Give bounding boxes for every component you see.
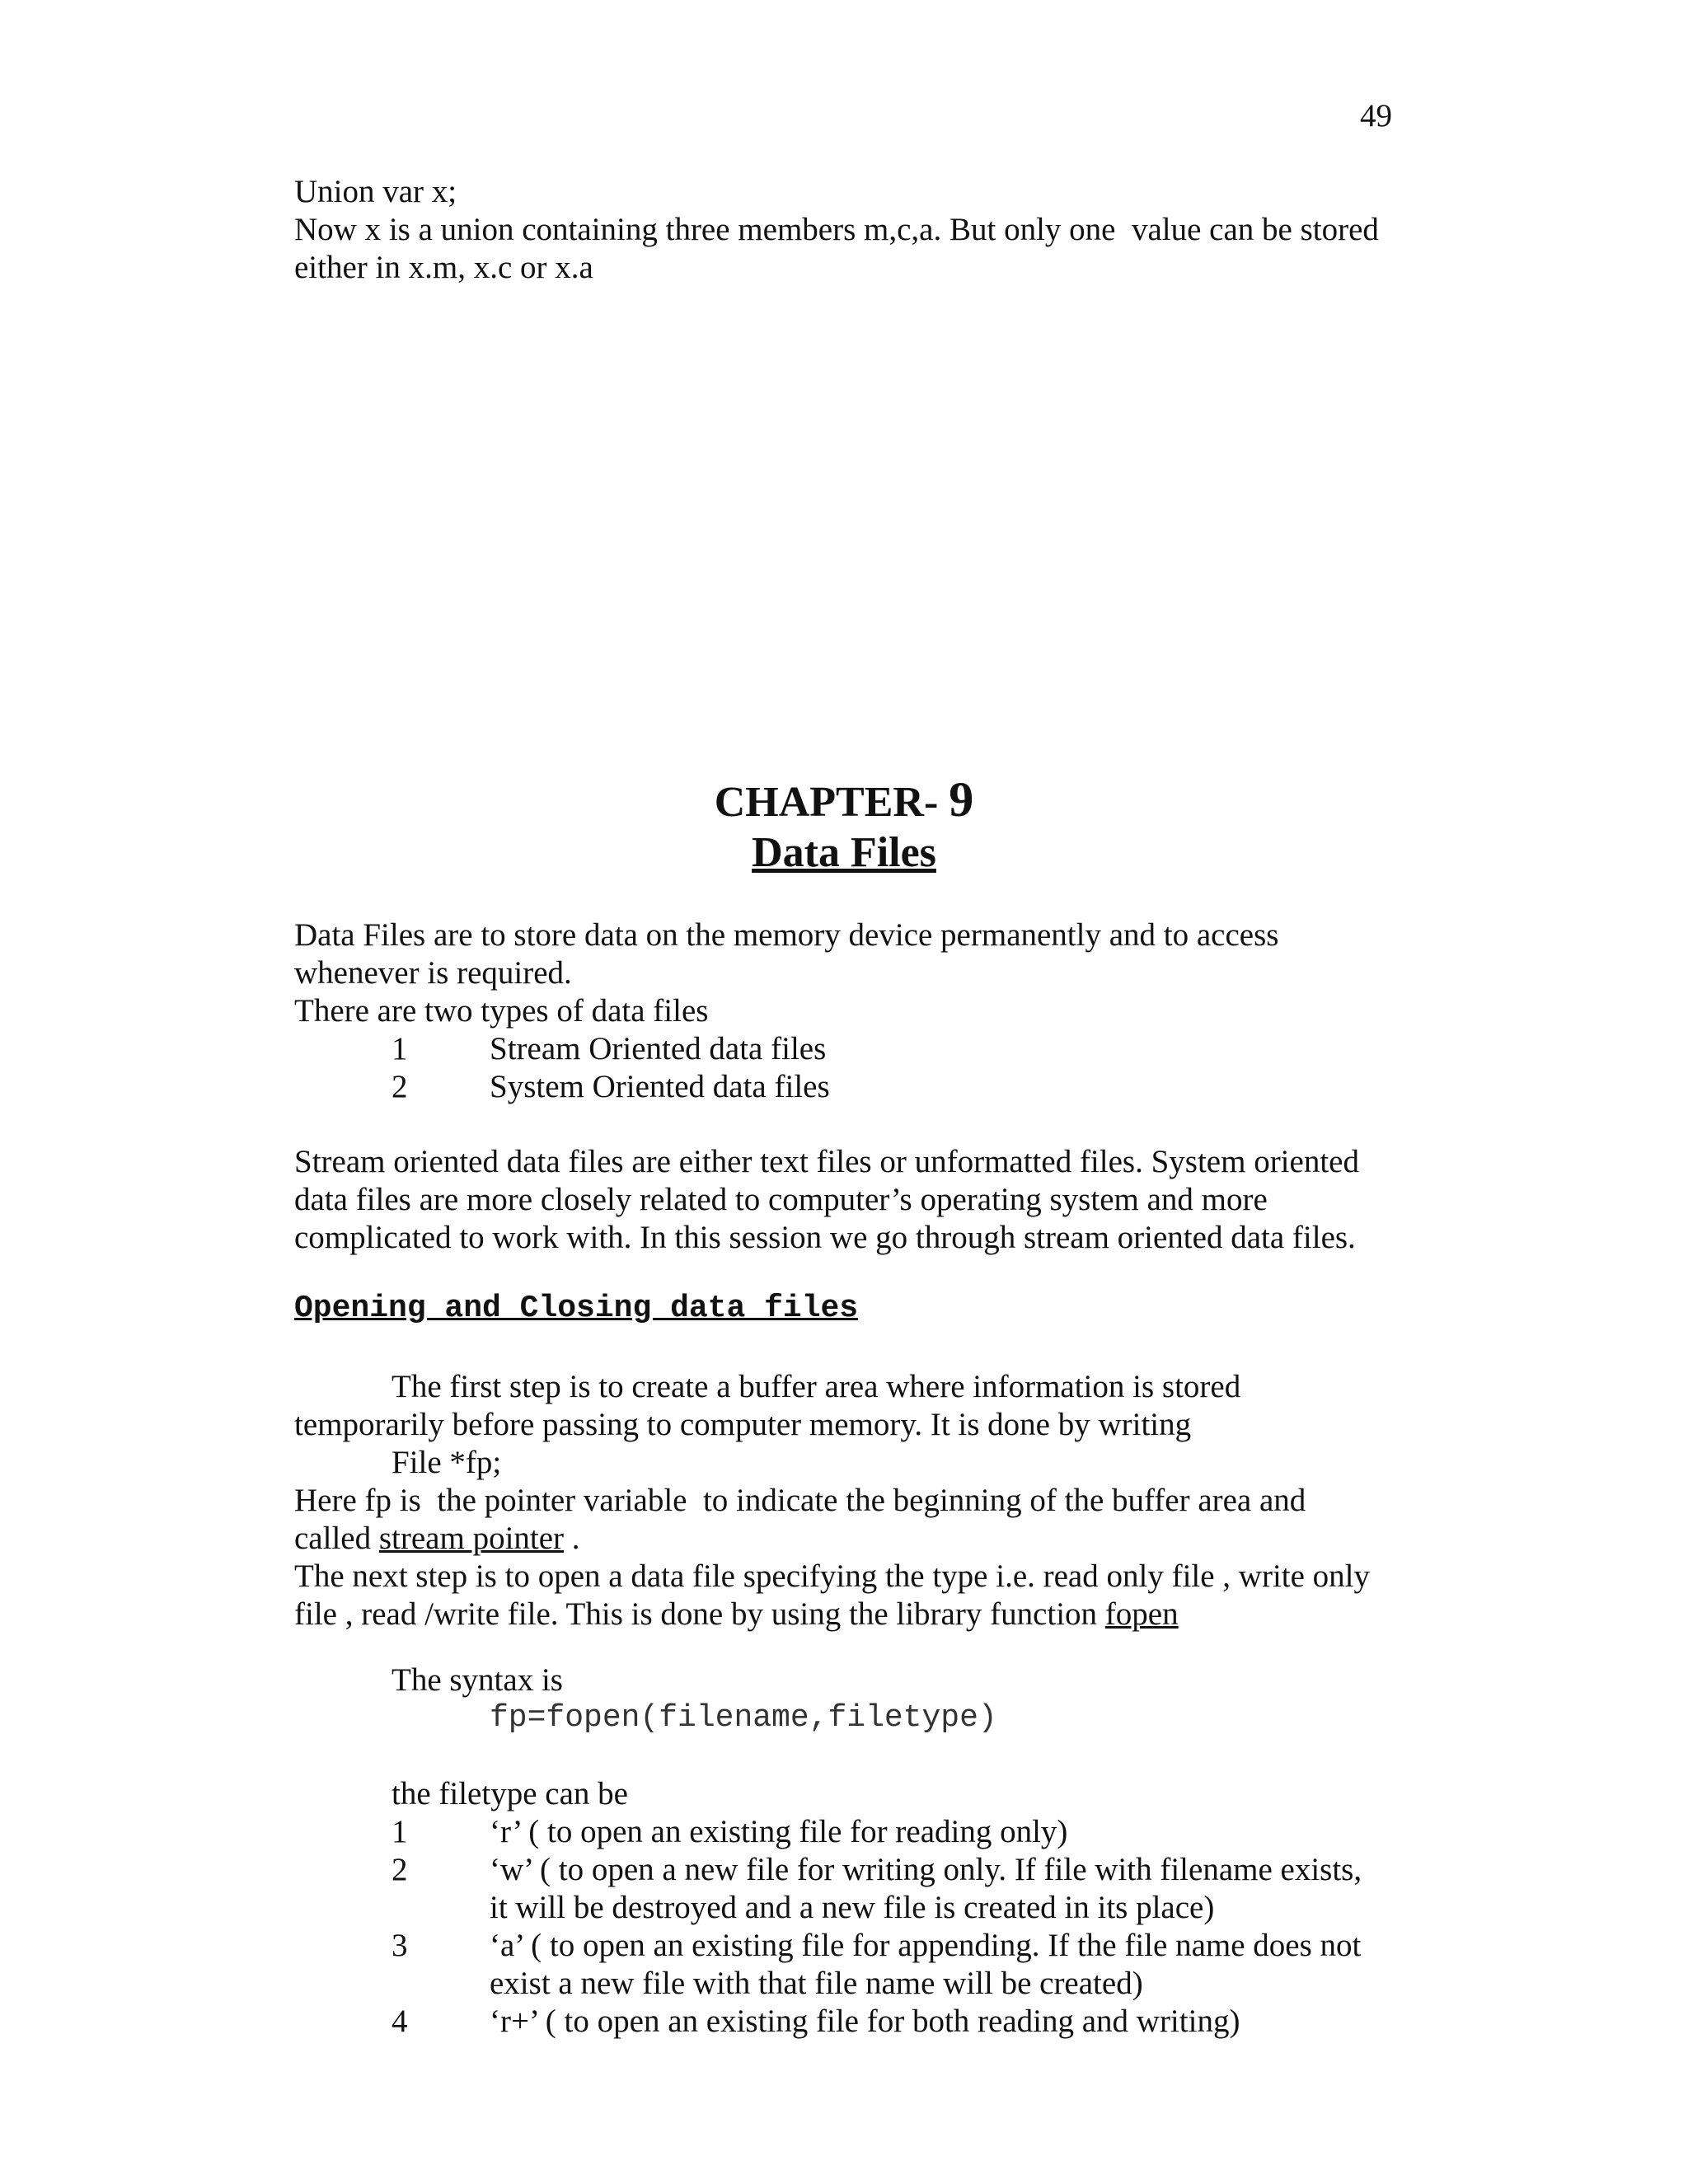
filetype-item-4-text: ‘r+’ ( to open an existing file for both reading and writing) <box>490 2004 1240 2039</box>
syntax-label: The syntax is <box>392 1662 563 1698</box>
chapter-label: CHAPTER- <box>714 779 939 826</box>
intro-line-1: Union var x; <box>294 174 457 209</box>
filetype-item-1-number: 1 <box>392 1814 408 1849</box>
filetype-item-4-number: 4 <box>392 2004 408 2039</box>
para3-line-5 <box>294 1520 580 1558</box>
chapter-heading <box>0 772 1688 827</box>
filetype-label: the filetype can be <box>392 1776 628 1811</box>
filetype-item-1-text: ‘r’ ( to open an existing file for reading only) <box>490 1814 1068 1849</box>
syntax-code: fp=fopen(filename,filetype) <box>490 1700 997 1736</box>
types-item-1-text: Stream Oriented data files <box>490 1031 827 1066</box>
filetype-item-3-text-line-2: exist a new file with that file name will be created) <box>490 1966 1143 2001</box>
intro-line-2: Now x is a union containing three members m,c,a. But only one value can be stored <box>294 212 1379 247</box>
fopen-term: fopen <box>1104 1596 1179 1632</box>
para3-line-6: The next step is to open a data file specifying the type i.e. read only file , write only <box>294 1558 1371 1594</box>
filetype-item-2-text-line-1: ‘w’ ( to open a new file for writing only. If file with filename exists, <box>490 1852 1362 1887</box>
filetype-item-2-text-line-2: it will be destroyed and a new file is created in its place) <box>490 1890 1215 1925</box>
para1-line-2: whenever is required. <box>294 955 572 991</box>
intro-line-3: either in x.m, x.c or x.a <box>294 250 593 285</box>
types-item-2-number: 2 <box>392 1069 408 1104</box>
para1-line-1: Data Files are to store data on the memory device permanently and to access <box>294 917 1279 953</box>
filetype-item-3-text-line-1: ‘a’ ( to open an existing file for appending. If the file name does not <box>490 1928 1362 1963</box>
para3-line-5-suffix: . <box>564 1521 580 1556</box>
para2-line-1: Stream oriented data files are either text files or unformatted files. System oriented <box>294 1144 1359 1179</box>
para2-line-2: data files are more closely related to computer’s operating system and more <box>294 1182 1268 1217</box>
para2-line-3: complicated to work with. In this session we go through stream oriented data files. <box>294 1220 1356 1255</box>
para3-line-1: The first step is to create a buffer area where information is stored <box>392 1369 1241 1404</box>
filetype-item-2-number: 2 <box>392 1852 408 1887</box>
para3-line-3: File *fp; <box>392 1445 502 1480</box>
para3-line-5-prefix: called <box>294 1521 379 1556</box>
section-heading: Opening and Closing data files <box>294 1291 859 1326</box>
filetype-item-3-number: 3 <box>392 1928 408 1963</box>
page-number: 49 <box>1360 98 1392 134</box>
stream-pointer-term: stream pointer <box>378 1521 565 1556</box>
para3-line-7-prefix: file , read /write file. This is done by using the library function <box>294 1596 1105 1632</box>
types-item-1-number: 1 <box>392 1031 408 1066</box>
types-item-2-text: System Oriented data files <box>490 1069 830 1104</box>
para3-line-7 <box>294 1596 1179 1633</box>
para1-line-3: There are two types of data files <box>294 993 709 1029</box>
chapter-title: Data Files <box>752 829 936 876</box>
para3-line-2: temporarily before passing to computer memory. It is done by writing <box>294 1407 1192 1442</box>
para3-line-4: Here fp is the pointer variable to indicate the beginning of the buffer area and <box>294 1483 1306 1518</box>
chapter-number: 9 <box>949 772 974 827</box>
